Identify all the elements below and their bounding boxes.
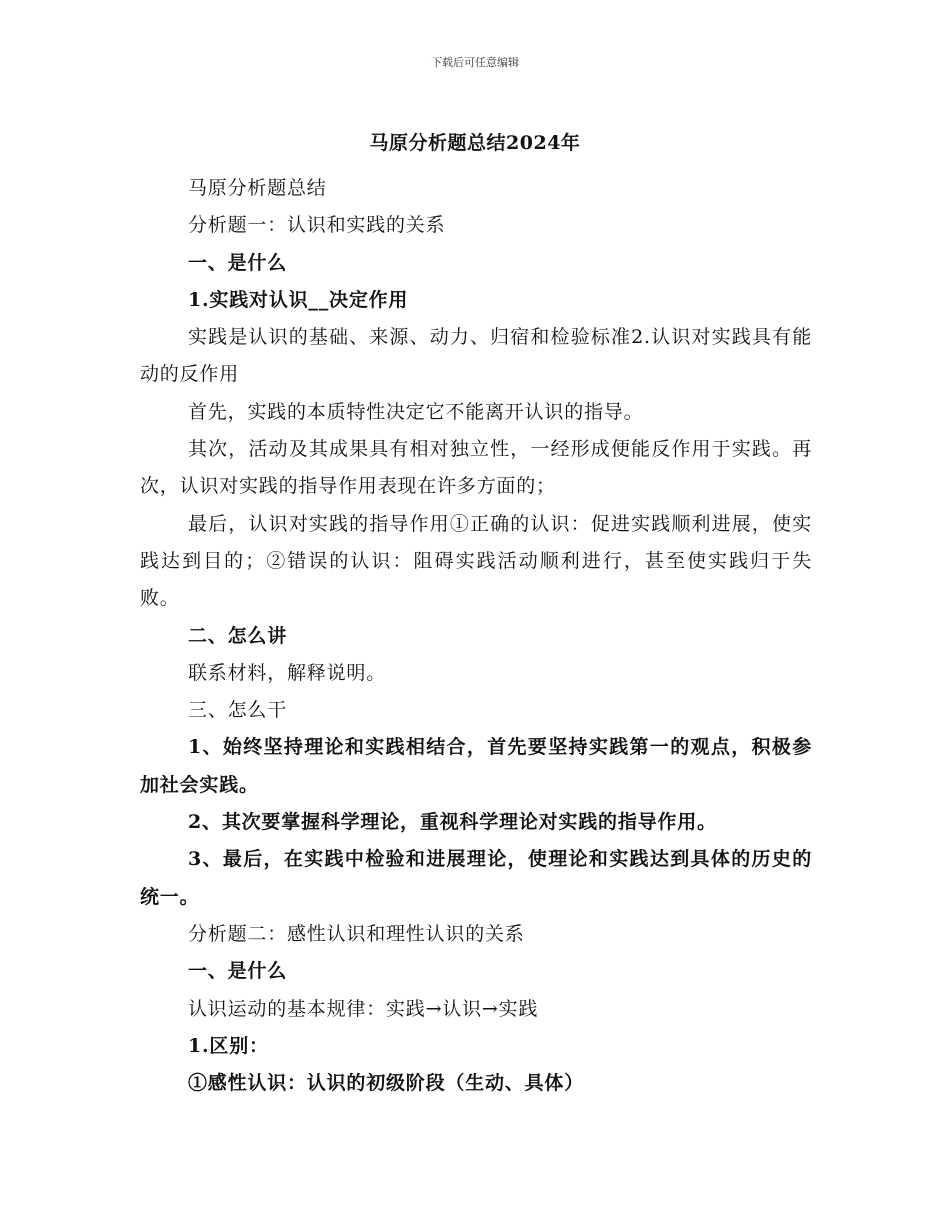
- paragraph: 马原分析题总结: [188, 177, 327, 199]
- subsection-heading: 1.区别：: [188, 1034, 269, 1057]
- numbered-point: 3、最后，在实践中检验和进展理论，使理论和实践达到具体的历史的统一。: [140, 848, 812, 908]
- paragraph: 最后，认识对实践的指导作用①正确的认识：促进实践顺利进展，使实践达到目的；②错误的认识：阻碍实践活动顺利进行，甚至使实践归于失败。: [140, 512, 812, 610]
- paragraph: 实践是认识的基础、来源、动力、归宿和检验标准2.认识对实践具有能动的反作用: [140, 326, 812, 386]
- subsection-heading: ①感性认识：认识的初级阶段（生动、具体）: [188, 1072, 585, 1095]
- header-note: 下载后可任意编辑: [431, 56, 519, 69]
- section-heading: 三、怎么干: [188, 699, 288, 722]
- paragraph: 认识运动的基本规律：实践→认识→实践: [188, 997, 539, 1020]
- paragraph: 分析题二：感性认识和理性认识的关系: [188, 922, 525, 945]
- document-body: [140, 170, 812, 1102]
- numbered-point: 1、始终坚持理论和实践相结合，首先要坚持实践第一的观点，积极参加社会实践。: [140, 736, 812, 796]
- paragraph: 联系材料，解释说明。: [188, 661, 387, 684]
- section-heading: 一、是什么: [188, 251, 288, 274]
- paragraph: 其次，活动及其成果具有相对独立性，一经形成便能反作用于实践。再次，认识对实践的指导作用表现在许多方面的；: [140, 438, 812, 498]
- section-heading: 一、是什么: [188, 960, 288, 983]
- subsection-heading: 1.实践对认识__决定作用: [188, 288, 409, 311]
- numbered-point: 2、其次要掌握科学理论，重视科学理论对实践的指导作用。: [188, 811, 717, 834]
- section-heading: 二、怎么讲: [188, 624, 288, 647]
- document-title: 马原分析题总结2024年: [369, 132, 581, 154]
- paragraph: 首先，实践的本质特性决定它不能离开认识的指导。: [188, 400, 644, 423]
- paragraph: 分析题一：认识和实践的关系: [188, 214, 446, 237]
